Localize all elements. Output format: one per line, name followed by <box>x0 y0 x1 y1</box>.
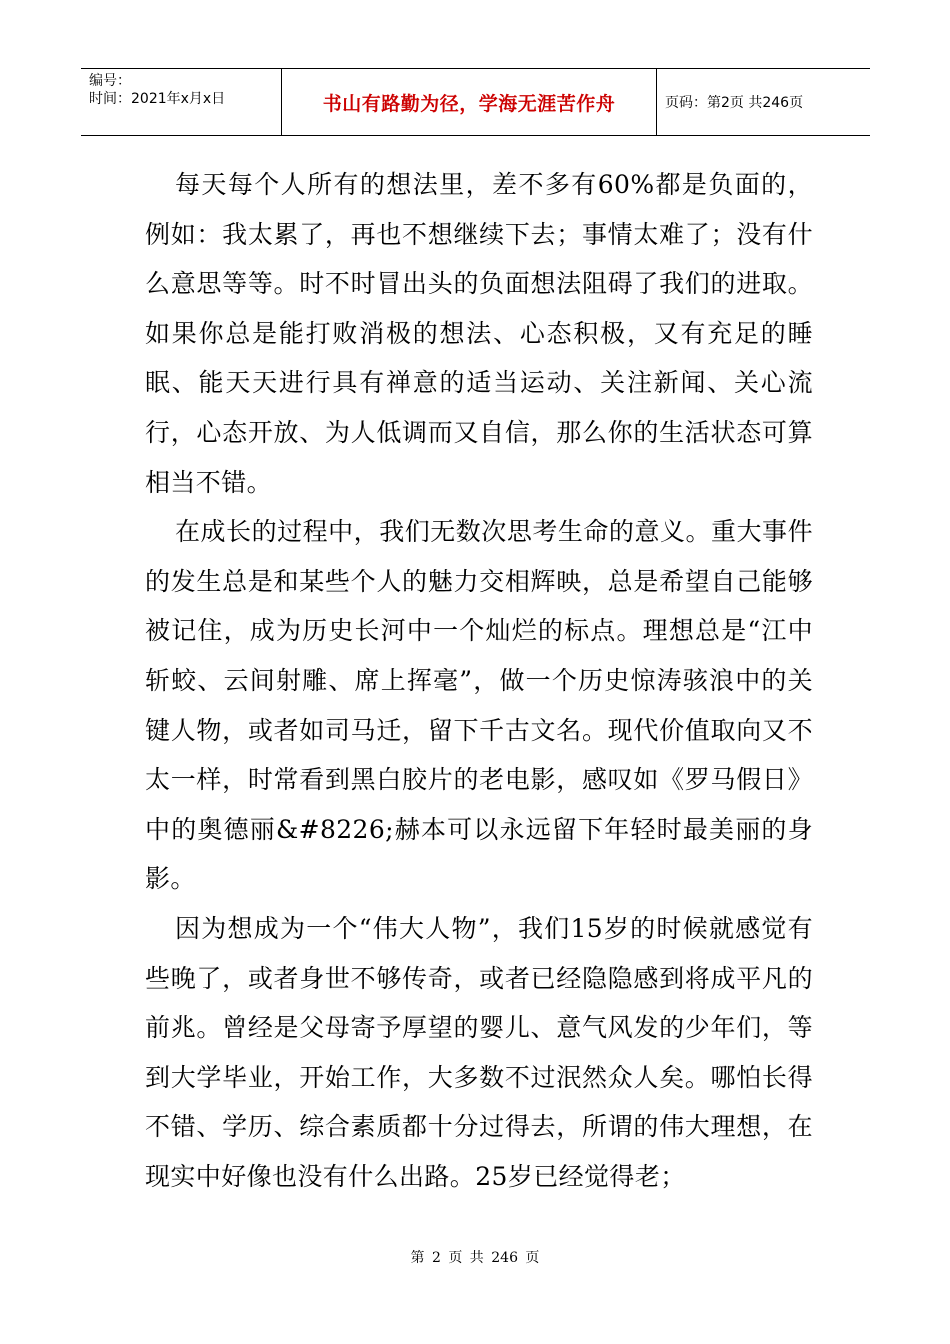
time-label: 时间：2021年x月x日 <box>89 91 226 107</box>
document-header <box>81 68 870 136</box>
number-label: 编号： <box>89 73 131 89</box>
header-page-info: 页码：第2页 共246页 <box>665 95 804 111</box>
document-body <box>145 160 813 1201</box>
header-motto: 书山有路勤为径，学海无涯苦作舟 <box>282 69 657 135</box>
paragraph-3: 因为想成为一个“伟大人物”，我们15岁的时候就感觉有些晚了，或者身世不够传奇，或者已经隐隐感到将成平凡的前兆。曾经是父母寄予厚望的婴儿、意气风发的少年们，等到大学毕业，开始工作，大多数不过泯然众人矣。哪怕长得不错、学历、综合素质都十分过得去，所谓的伟大理想，在现实中好像也没有什么出路。25岁已经觉得老； <box>145 913 813 1191</box>
paragraph-1: 每天每个人所有的想法里，差不多有60%都是负面的，例如：我太累了，再也不想继续下去；事情太难了；没有什么意思等等。时不时冒出头的负面想法阻碍了我们的进取。如果你总是能打败消极的想法、心态积极，又有充足的睡眠、能天天进行具有禅意的适当运动、关注新闻、关心流行，心态开放、为人低调而又自信，那么你的生活状态可算相当不错。 <box>145 170 813 497</box>
header-meta <box>81 69 282 135</box>
paragraph-2: 在成长的过程中，我们无数次思考生命的意义。重大事件的发生总是和某些个人的魅力交相辉映，总是希望自己能够被记住，成为历史长河中一个灿烂的标点。理想总是“江中斩蛟、云间射雕、席上挥毫”，做一个历史惊涛骇浪中的关键人物，或者如司马迁，留下千古文名。现代价值取向又不太一样，时常看到黑白胶片的老电影，感叹如《罗马假日》中的奥德丽&#8226;赫本可以永远留下年轻时最美丽的身影。 <box>145 517 813 894</box>
page-footer: 第 2 页 共 246 页 <box>410 1250 540 1266</box>
